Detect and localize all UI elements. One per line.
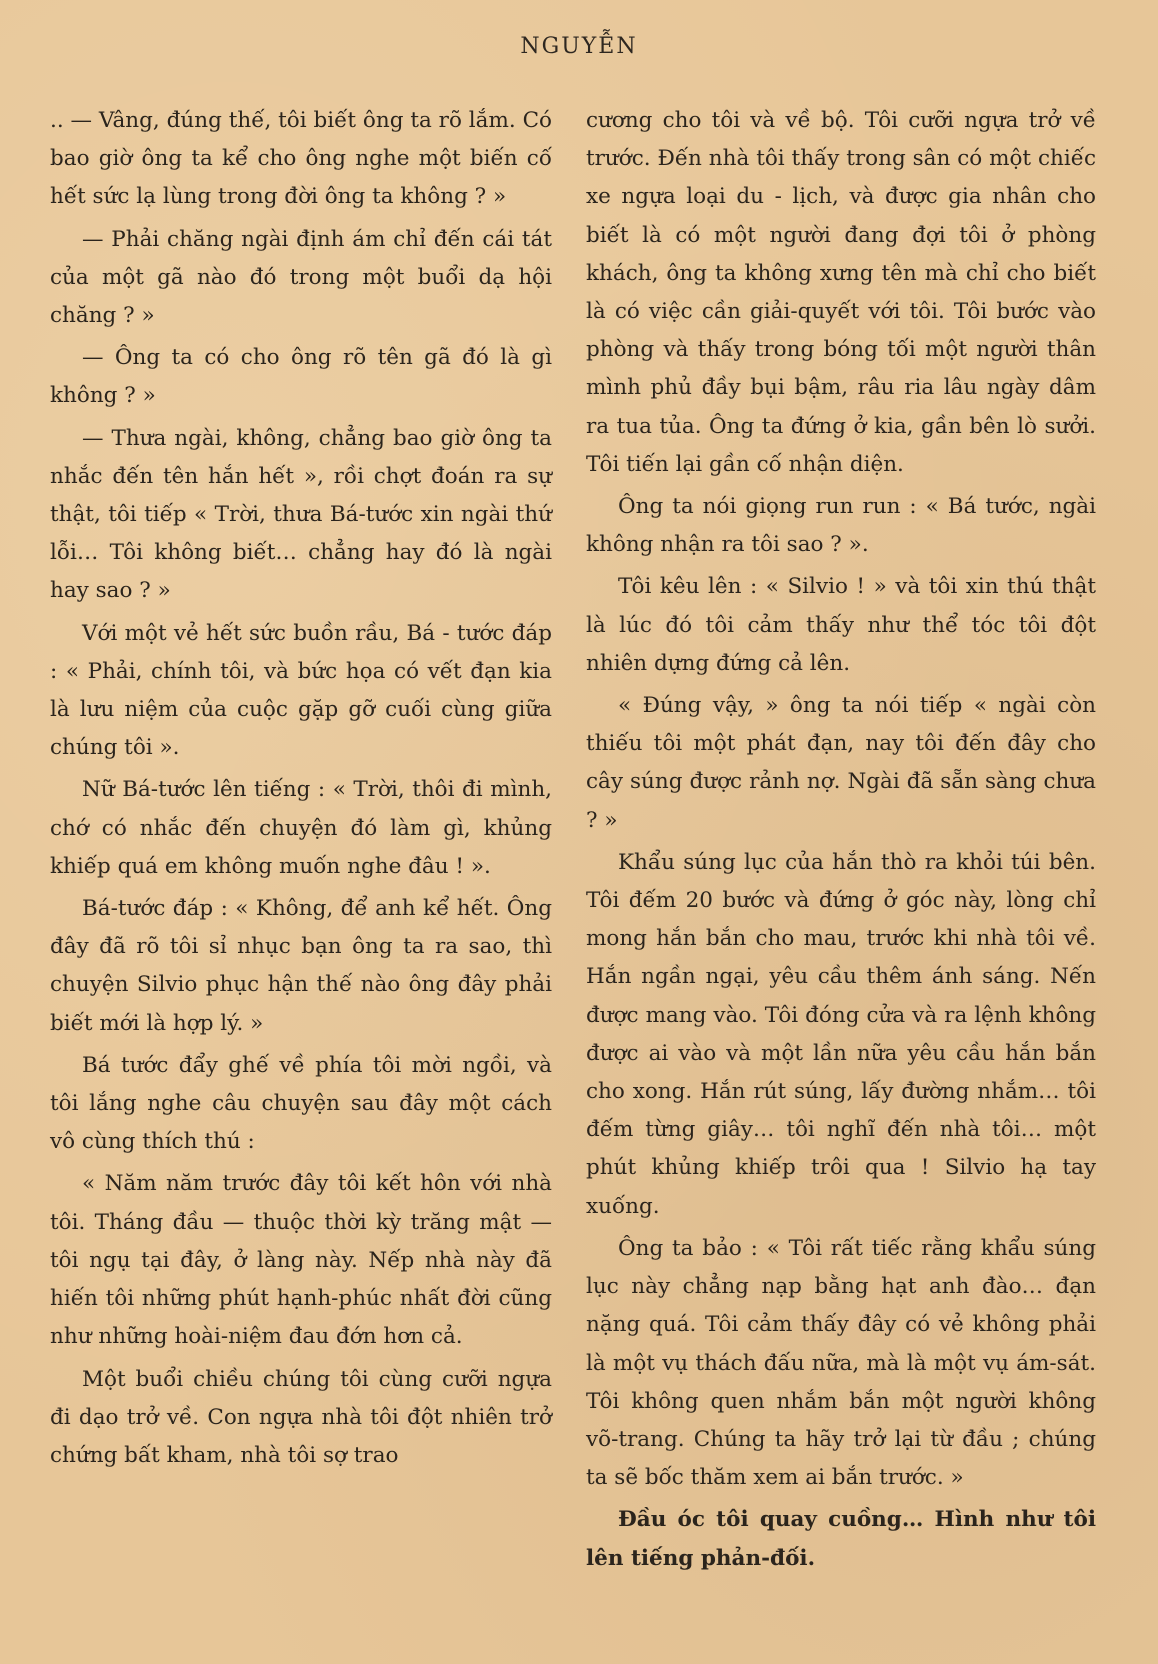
left-column [50,102,552,1479]
paragraph: Ông ta nói giọng run run : « Bá tước, ngài không nhận ra tôi sao ? ». [586,494,1096,558]
paragraph: Bá tước đẩy ghế về phía tôi mời ngồi, và tôi lắng nghe câu chuyện sau đây một cách vô cùng thích thú : [50,1052,552,1155]
paragraph: Ông ta bảo : « Tôi rất tiếc rằng khẩu súng lục này chẳng nạp bằng hạt anh đào… đạn nặng quá. Tôi cảm thấy đây có vẻ không phải là một vụ thách đấu nữa, mà là một vụ ám-sát. Tôi không quen nhắm bắn một người không võ-trang. Chúng ta hãy trở lại từ đầu ; chúng ta sẽ bốc thăm xem ai bắn trước. » [586,1235,1096,1491]
running-header: NGUYỄN [520,34,638,59]
paragraph: Đầu óc tôi quay cuồng… Hình như tôi lên tiếng phản-đối. [586,1507,1096,1571]
paragraph: Với một vẻ hết sức buồn rầu, Bá - tước đáp : « Phải, chính tôi, và bức họa có vết đạn kia là lưu niệm của cuộc gặp gỡ cuối cùng giữa chúng tôi ». [50,620,552,761]
paragraph: Bá-tước đáp : « Không, để anh kể hết. Ông đây đã rõ tôi sỉ nhục bạn ông ta ra sao, thì chuyện Silvio phục hận thế nào ông đây phải biết mới là hợp lý. » [50,896,552,1036]
paragraph: Nữ Bá-tước lên tiếng : « Trời, thôi đi mình, chớ có nhắc đến chuyện đó làm gì, khủng khiếp quá em không muốn nghe đâu ! ». [50,777,552,879]
paragraph: « Đúng vậy, » ông ta nói tiếp « ngài còn thiếu tôi một phát đạn, nay tôi đến đây cho cây súng được rảnh nợ. Ngài đã sẵn sàng chưa ? » [586,693,1096,833]
paragraph: « Năm năm trước đây tôi kết hôn với nhà tôi. Tháng đầu — thuộc thời kỳ trăng mật — tôi ngụ tại đây, ở làng này. Nếp nhà này đã hiến tôi những phút hạnh-phúc nhất đời cũng như những hoài-niệm đau đớn hơn cả. [50,1171,552,1350]
paragraph: Khẩu súng lục của hắn thò ra khỏi túi bên. Tôi đếm 20 bước và đứng ở góc này, lòng chỉ mong hắn bắn cho mau, trước khi nhà tôi về. Hắn ngần ngại, yêu cầu thêm ánh sáng. Nến được mang vào. Tôi đóng cửa và ra lệnh không được ai vào và một lần nữa yêu cầu hắn bắn cho xong. Hắn rút súng, lấy đường nhắm… tôi đếm từng giây… tôi nghĩ đến nhà tôi… một phút khủng khiếp trôi qua ! Silvio hạ tay xuống. [586,849,1096,1219]
paragraph: .. — Vâng, đúng thế, tôi biết ông ta rõ lắm. Có bao giờ ông ta kể cho ông nghe một biến cố hết sức lạ lùng trong đời ông ta không ? » [50,108,552,210]
paragraph: Một buổi chiều chúng tôi cùng cưỡi ngựa đi dạo trở về. Con ngựa nhà tôi đột nhiên trở chứng bất kham, nhà tôi sợ trao [50,1366,552,1468]
paragraph: Tôi kêu lên : « Silvio ! » và tôi xin thú thật là lúc đó tôi cảm thấy như thể tóc tôi đột nhiên dựng đứng cả lên. [586,574,1096,676]
paragraph: cương cho tôi và về bộ. Tôi cưỡi ngựa trở về trước. Đến nhà tôi thấy trong sân có một chiếc xe ngựa loại du - lịch, và được gia nhân cho biết là có một người đang đợi tôi ở phòng khách, ông ta không xưng tên mà chỉ cho biết là có việc cần giải-quyết với tôi. Tôi bước vào phòng và thấy trong bóng tối một người thân mình phủ đầy bụi bậm, râu ria lâu ngày dâm ra tua tủa. Ông ta đứng ở kia, gần bên lò sưởi. Tôi tiến lại gần cố nhận diện. [586,108,1096,477]
paragraph: — Phải chăng ngài định ám chỉ đến cái tát của một gã nào đó trong một buổi dạ hội chăng ? » [50,226,552,329]
paragraph: — Thưa ngài, không, chẳng bao giờ ông ta nhắc đến tên hắn hết », rồi chợt đoán ra sự thật, tôi tiếp « Trời, thưa Bá-tước xin ngài thứ lỗi… Tôi không biết… chẳng hay đó là ngài hay sao ? » [50,425,552,604]
right-column [586,102,1096,1582]
paragraph: — Ông ta có cho ông rõ tên gã đó là gì không ? » [50,345,552,409]
